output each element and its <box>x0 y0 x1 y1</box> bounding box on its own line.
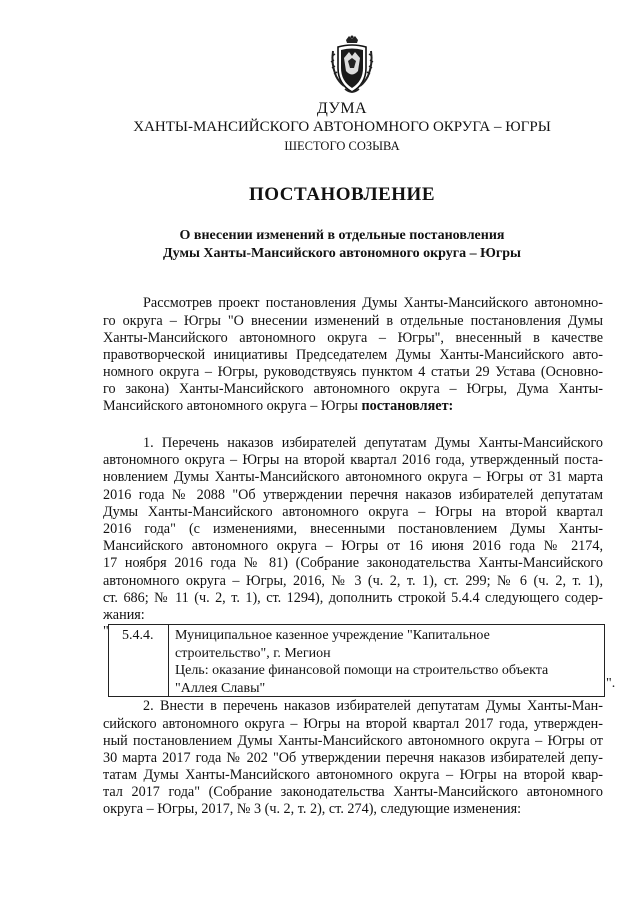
convocation: ШЕСТОГО СОЗЫВА <box>284 139 400 153</box>
item-1-line: Мансийского автономного округа – Югры от 16 июня 2016 года № 2174, <box>103 538 603 554</box>
row-text-line: "Аллея Славы" <box>175 680 266 696</box>
item-2-line: татам Думы Ханты-Мансийского автономного округа – Югры на второй квар- <box>103 767 603 783</box>
preamble-line: Ханты-Мансийского автономного округа – Югры", внесенный в качестве <box>103 330 603 346</box>
document-subtitle-line-2: Думы Ханты-Мансийского автономного округа – Югры <box>163 246 521 261</box>
org-name: ДУМА <box>316 100 368 117</box>
inserted-table-row <box>108 624 605 697</box>
preamble-line: го закона) Ханты-Мансийского автономного округа – Югры, Дума Ханты- <box>103 381 603 397</box>
item-1-line: автономного округа – Югры на второй квартал 2016 года, утвержденный поста- <box>103 452 603 468</box>
row-text-line: Муниципальное казенное учреждение "Капитальное <box>175 628 490 643</box>
item-1-line: жания: <box>103 607 145 623</box>
item-1-line: автономного округа – Югры, 2016, № 3 (ч. 2, т. 1), ст. 299; № 6 (ч. 2, т. 1), <box>103 573 603 589</box>
coat-of-arms-icon <box>329 34 375 96</box>
row-content <box>169 625 604 696</box>
quote-close: ". <box>606 676 616 691</box>
item-1-line: новлением Думы Ханты-Мансийского автономного округа – Югры от 31 марта <box>103 469 603 485</box>
preamble-line: правотворческой инициативы Председателем Думы Ханты-Мансийского авто- <box>103 347 603 363</box>
preamble-line <box>103 398 603 415</box>
row-number: 5.4.4. <box>109 625 169 696</box>
preamble-line: Рассмотрев проект постановления Думы Ханты-Мансийского автономно- <box>143 295 603 311</box>
item-1-line: 2016 года" (с изменениями, внесенными постановлением Думы Ханты- <box>103 521 603 537</box>
quote-open: " <box>103 624 109 639</box>
item-2-line: сийского автономного округа – Югры на второй квартал 2017 года, утвержден- <box>103 716 603 732</box>
document-subtitle-line-1: О внесении изменений в отдельные постановления <box>179 228 505 243</box>
row-text-line: строительство", г. Мегион <box>175 645 331 661</box>
item-1-line: ст. 686; № 11 (ч. 2, т. 1), ст. 1294), дополнить строкой 5.4.4 следующего содер- <box>103 590 603 606</box>
preamble-line: го округа – Югры "О внесении изменений в отдельные постановления Думы <box>103 313 603 329</box>
resolves-word: постановляет: <box>361 398 454 414</box>
item-2-line: 2. Внести в перечень наказов избирателей депутатам Думы Ханты-Ман- <box>143 698 603 714</box>
item-2-line: 30 марта 2017 года № 202 "Об утверждении перечня наказов избирателей депу- <box>103 750 603 766</box>
item-2-line: ный постановлением Думы Ханты-Мансийского автономного округа – Югры от <box>103 733 603 749</box>
preamble-line: номного округа – Югры, руководствуясь пунктом 4 статьи 29 Устава (Основно- <box>103 364 603 380</box>
item-2-line: тал 2017 года" (Собрание законодательства Ханты-Мансийского автономного <box>103 784 603 800</box>
preamble-text: Мансийского автономного округа – Югры <box>103 398 362 414</box>
item-1-line: Думы Ханты-Мансийского автономного округа – Югры на второй квартал <box>103 504 603 520</box>
item-1-line: 17 ноября 2016 года № 81) (Собрание законодательства Ханты-Мансийского <box>103 555 603 571</box>
item-1-line: 2016 года № 2088 "Об утверждении перечня наказов избирателей депутатам <box>103 487 603 503</box>
item-1-line: 1. Перечень наказов избирателей депутатам Думы Ханты-Мансийского <box>143 435 603 451</box>
document-type: ПОСТАНОВЛЕНИЕ <box>248 184 436 205</box>
okrug-name: ХАНТЫ-МАНСИЙСКОГО АВТОНОМНОГО ОКРУГА – ЮГРЫ <box>133 119 551 135</box>
row-text-line: Цель: оказание финансовой помощи на строительство объекта <box>175 663 549 678</box>
item-2-line: округа – Югры, 2017, № 3 (ч. 2, т. 2), ст. 274), следующие изменения: <box>103 801 522 817</box>
